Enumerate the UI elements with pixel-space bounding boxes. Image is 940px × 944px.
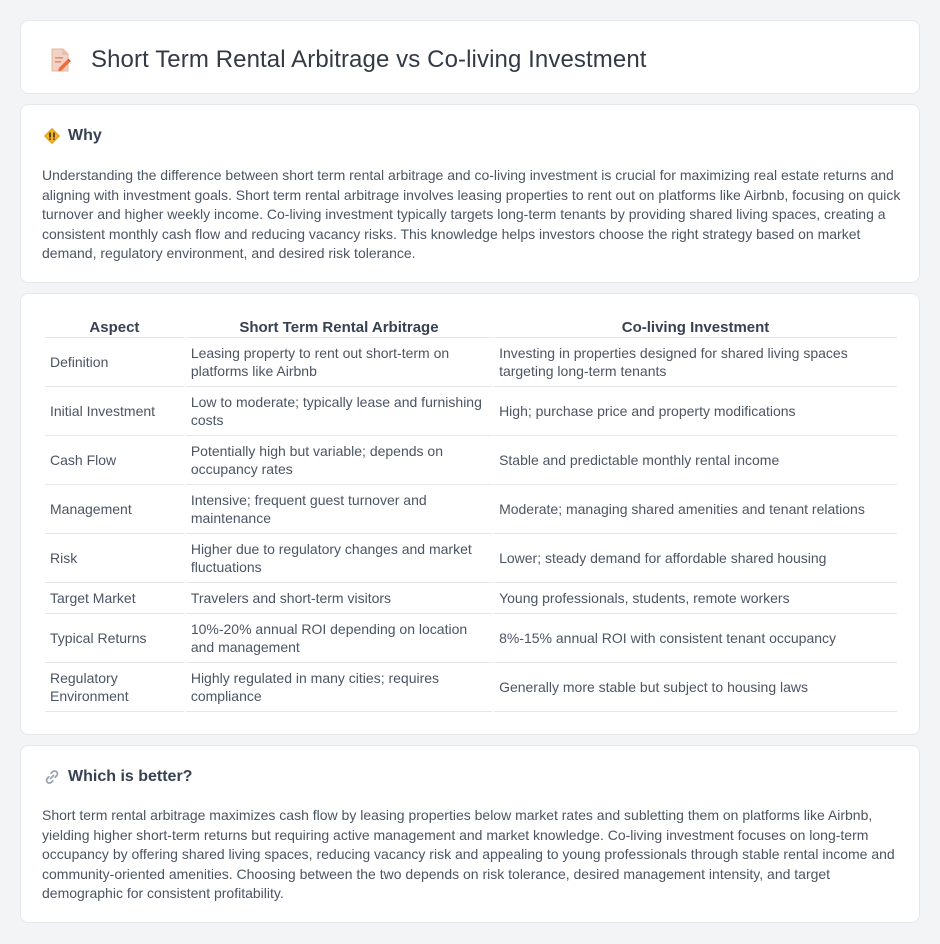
comparison-section	[20, 293, 920, 735]
table-row	[45, 583, 897, 614]
header-short-term: Short Term Rental Arbitrage	[186, 317, 492, 338]
row-aspect: Management	[45, 485, 184, 534]
table-row	[45, 338, 897, 387]
why-section	[20, 104, 920, 283]
header-card	[20, 20, 920, 94]
row-short-term: Higher due to regulatory changes and market fluctuations	[186, 534, 492, 583]
row-short-term: Travelers and short-term visitors	[186, 583, 492, 614]
link-icon	[43, 768, 61, 786]
row-co-living: 8%-15% annual ROI with consistent tenant occupancy	[494, 614, 897, 663]
table-header-row	[45, 317, 897, 338]
document-icon	[47, 47, 73, 73]
row-aspect: Target Market	[45, 583, 184, 614]
row-co-living: Generally more stable but subject to housing laws	[494, 663, 897, 712]
header-co-living: Co-living Investment	[494, 317, 897, 338]
comparison-table	[43, 317, 899, 712]
which-is-better-section	[20, 745, 920, 923]
row-aspect: Regulatory Environment	[45, 663, 184, 712]
row-short-term: Intensive; frequent guest turnover and maintenance	[186, 485, 492, 534]
row-short-term: 10%-20% annual ROI depending on location and management	[186, 614, 492, 663]
row-aspect: Typical Returns	[45, 614, 184, 663]
table-row	[45, 614, 897, 663]
header-aspect: Aspect	[45, 317, 184, 338]
why-heading	[43, 127, 102, 145]
warning-icon	[43, 127, 61, 145]
page-title: Short Term Rental Arbitrage vs Co-living Investment	[91, 46, 647, 73]
row-co-living: Lower; steady demand for affordable shared housing	[494, 534, 897, 583]
why-text: Understanding the difference between short term rental arbitrage and co-living investment is crucial for maximizing real estate returns and aligning with investment goals. Short term rental arbitrage involves leasing properties to rent out on platforms like Airbnb, focusing on quick turnover and higher weekly income. Co-living investment typically targets long-term tenants by providing shared living spaces, creating a consistent monthly cash flow and reducing vacancy risks. This knowledge helps investors choose the right strategy based on market demand, regulatory environment, and desired risk tolerance.	[42, 167, 901, 261]
row-co-living: High; purchase price and property modifications	[494, 387, 897, 436]
row-short-term: Low to moderate; typically lease and furnishing costs	[186, 387, 492, 436]
row-co-living: Young professionals, students, remote workers	[494, 583, 897, 614]
row-co-living: Moderate; managing shared amenities and tenant relations	[494, 485, 897, 534]
row-co-living: Stable and predictable monthly rental income	[494, 436, 897, 485]
row-short-term: Potentially high but variable; depends on occupancy rates	[186, 436, 492, 485]
better-text: Short term rental arbitrage maximizes cash flow by leasing properties below market rates and subletting them on platforms like Airbnb, yielding higher short-term returns but requiring active management and market knowledge. Co-living investment focuses on long-term occupancy by offering shared living spaces, reducing vacancy risk and appealing to young professionals through stable rental income and community-oriented amenities. Choosing between the two depends on risk tolerance, desired management intensity, and target demographic for consistent profitability.	[42, 807, 895, 901]
table-row	[45, 436, 897, 485]
row-aspect: Initial Investment	[45, 387, 184, 436]
better-heading	[43, 768, 192, 786]
row-aspect: Risk	[45, 534, 184, 583]
row-aspect: Cash Flow	[45, 436, 184, 485]
row-aspect: Definition	[45, 338, 184, 387]
table-row	[45, 387, 897, 436]
row-short-term: Leasing property to rent out short-term on platforms like Airbnb	[186, 338, 492, 387]
why-title: Why	[68, 127, 102, 144]
better-title: Which is better?	[68, 768, 193, 785]
title-row	[47, 46, 647, 74]
row-short-term: Highly regulated in many cities; requires compliance	[186, 663, 492, 712]
table-row	[45, 534, 897, 583]
table-row	[45, 663, 897, 712]
row-co-living: Investing in properties designed for shared living spaces targeting long-term tenants	[494, 338, 897, 387]
table-row	[45, 485, 897, 534]
